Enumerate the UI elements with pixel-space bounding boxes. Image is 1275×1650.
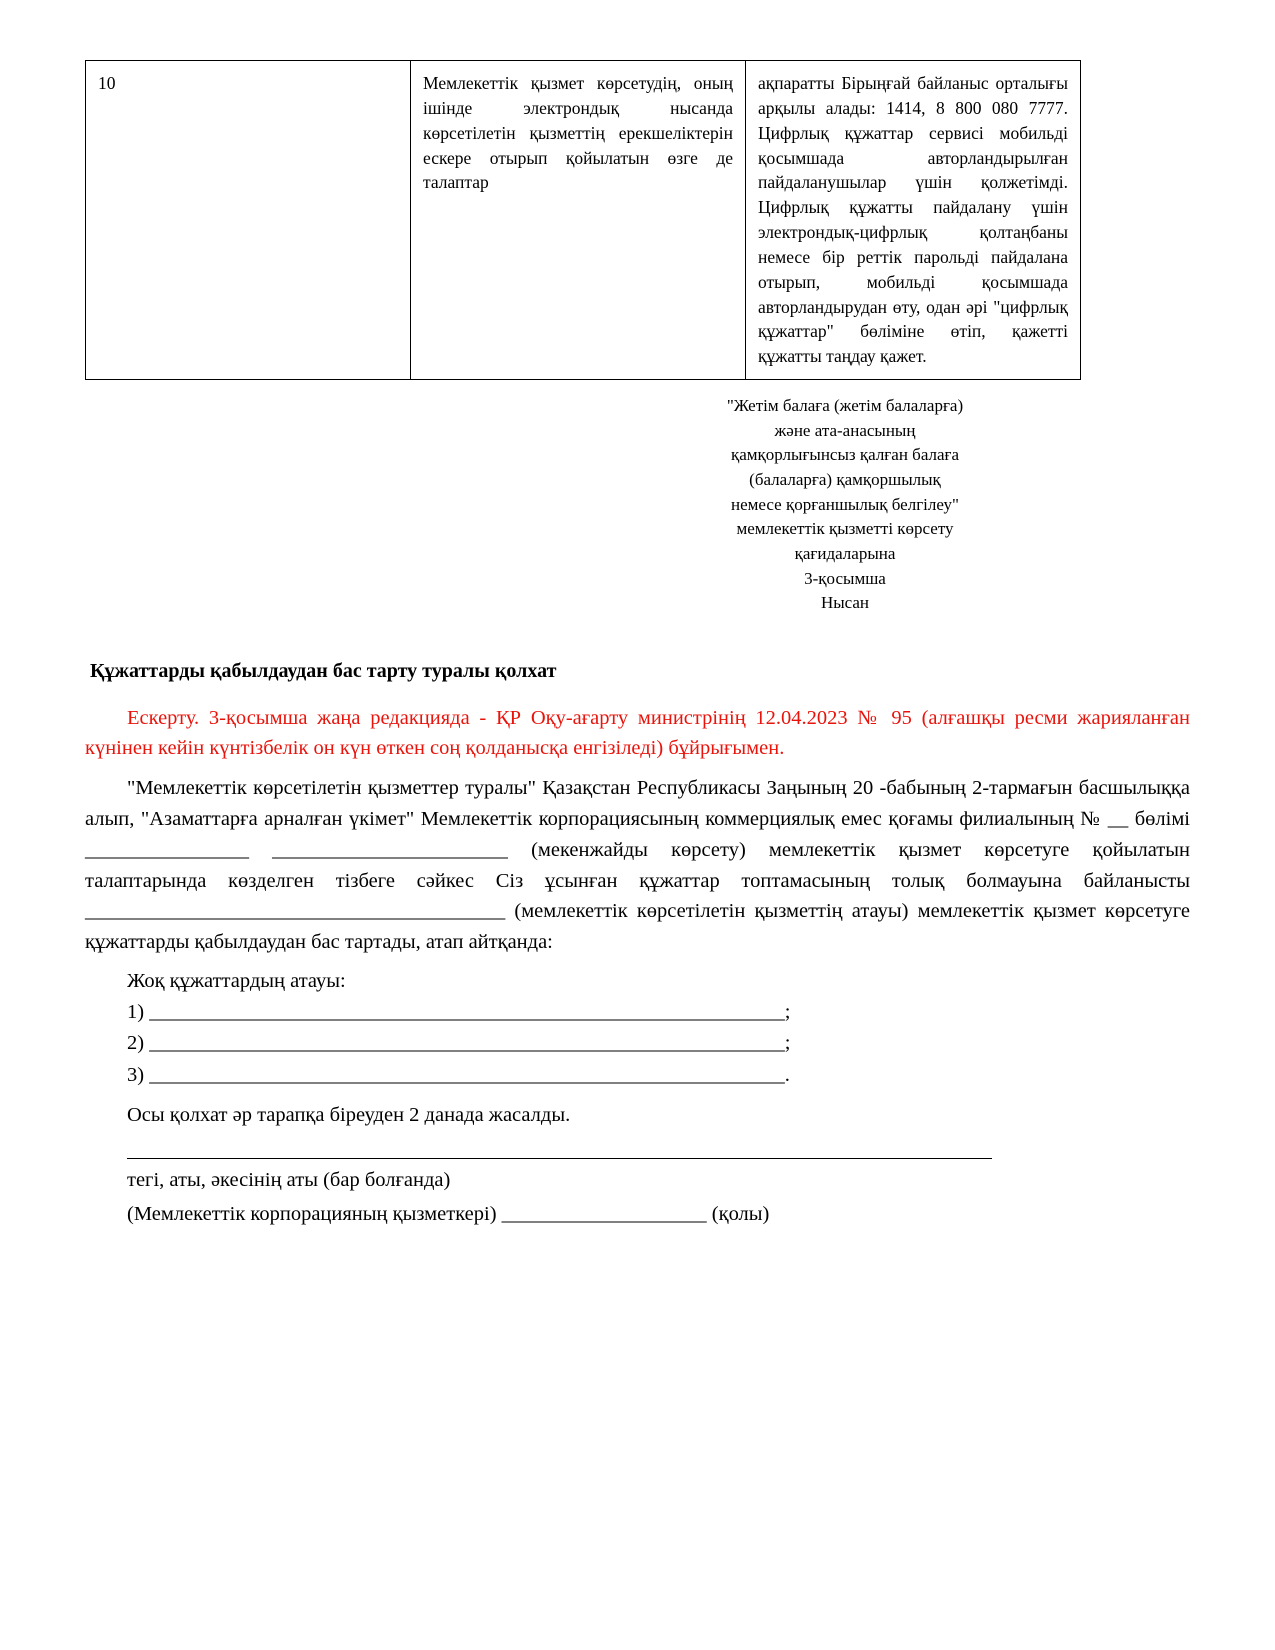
table-cell-criteria: Мемлекеттік қызмет көрсетудің, оның ішінде электрондық нысанда көрсетілетін қызметтің ерекшеліктерін ескере отырып қойылатын өзге де талаптар: [411, 61, 746, 380]
signature-name-label: тегі, аты, әкесінің аты (бар болғанда): [127, 1168, 451, 1191]
table-cell-content: [746, 61, 1081, 380]
requirements-table: [85, 60, 1081, 380]
appendix-line-1: "Жетім балаға (жетім балаларға): [726, 396, 964, 416]
appendix-line-8: 3-қосымша: [804, 568, 886, 588]
amendment-note: Ескерту. 3-қосымша жаңа редакцияда - ҚР Оқу-ағарту министрінің 12.04.2023 № 95 (алғашқы ресми жарияланған күнінен кейін күнтізбелік он күн өткен соң қолданысқа енгізіледі) бұйрығымен.: [85, 706, 1190, 759]
table-cell-content-text: ақпаратты Бірыңғай байланыс орталығы арқылы алады: 1414, 8 800 080 7777. Цифрлық құжаттар сервисі мобильді қосымшада авторландырылған пайдаланушылар үшін қолжетімді. Цифрлық құжатты пайдалану үшін электрондық-цифрлық қолтаңбаны немесе бір реттік парольді пайдалана отырып, мобильді қосымшада авторландырудан өту, одан әрі "цифрлық құжаттар" бөліміне өтіп, қажетті құжатты таңдау қажет.: [758, 73, 1068, 367]
body-text-part-2: _______________________ (мекенжайды көрсету) мемлекеттік қызмет көрсетуге қойылатын талаптарында көзделген тізбеге сәйкес Сіз ұсынған құжаттар топтамасының толық болмауына байланысты: [85, 838, 1191, 892]
page-title: Құжаттарды қабылдаудан бас тарту туралы қолхат: [90, 659, 557, 682]
body-text-part-1: "Мемлекеттік көрсетілетін қызметтер туралы" Қазақстан Республикасы Заңының 20 -бабының 2-тармағын басшылыққа алып, "Азаматтарға арналған үкімет" Мемлекеттік корпорациясының коммерциялық емес қоғамы филиалының № __ бөлімі: [85, 777, 1190, 831]
appendix-line-4: (балаларға) қамқоршылық: [749, 470, 941, 490]
body-paragraph-main: [85, 773, 1190, 958]
list-item: 1) ______________________________________________________________;: [127, 1000, 791, 1023]
employee-signature-suffix: (қолы): [711, 1203, 770, 1226]
list-item: 3) ______________________________________________________________.: [127, 1064, 790, 1087]
signature-rule: [127, 1157, 992, 1159]
appendix-line-2: және ата-анасының: [774, 420, 916, 440]
table-row: [86, 61, 1081, 380]
appendix-reference-block: [685, 394, 1005, 616]
employee-signature-prefix: (Мемлекеттік корпорацияның қызметкері): [127, 1203, 497, 1226]
appendix-line-6: мемлекеттік қызметті көрсету: [736, 519, 954, 539]
employee-signature-blank: ____________________: [501, 1203, 707, 1226]
list-item: 2) ______________________________________________________________;: [127, 1032, 791, 1055]
table-body: [86, 61, 1081, 380]
blank-field-1: ________________: [85, 838, 249, 861]
table-cell-number: 10: [86, 61, 411, 380]
appendix-line-9: Нысан: [820, 593, 870, 613]
appendix-line-5: немесе қорғаншылық белгілеу": [731, 494, 959, 514]
body-text-part-3: (мемлекеттік көрсетілетін қызметтің атауы) мемлекеттік қызмет көрсетуге құжаттарды қабылдаудан бас тартады, атап айтқанда:: [85, 900, 1190, 954]
copies-statement: Осы қолхат әр тарапқа біреуден 2 данада жасалды.: [127, 1103, 571, 1126]
blank-field-2: _________________________________________: [85, 900, 506, 923]
appendix-line-7: қағидаларына: [794, 543, 896, 563]
appendix-line-3: қамқорлығынсыз қалған балаға: [730, 445, 960, 465]
missing-documents-label: Жоқ құжаттардың атауы:: [127, 969, 346, 992]
employee-signature-line: [127, 1199, 1190, 1230]
